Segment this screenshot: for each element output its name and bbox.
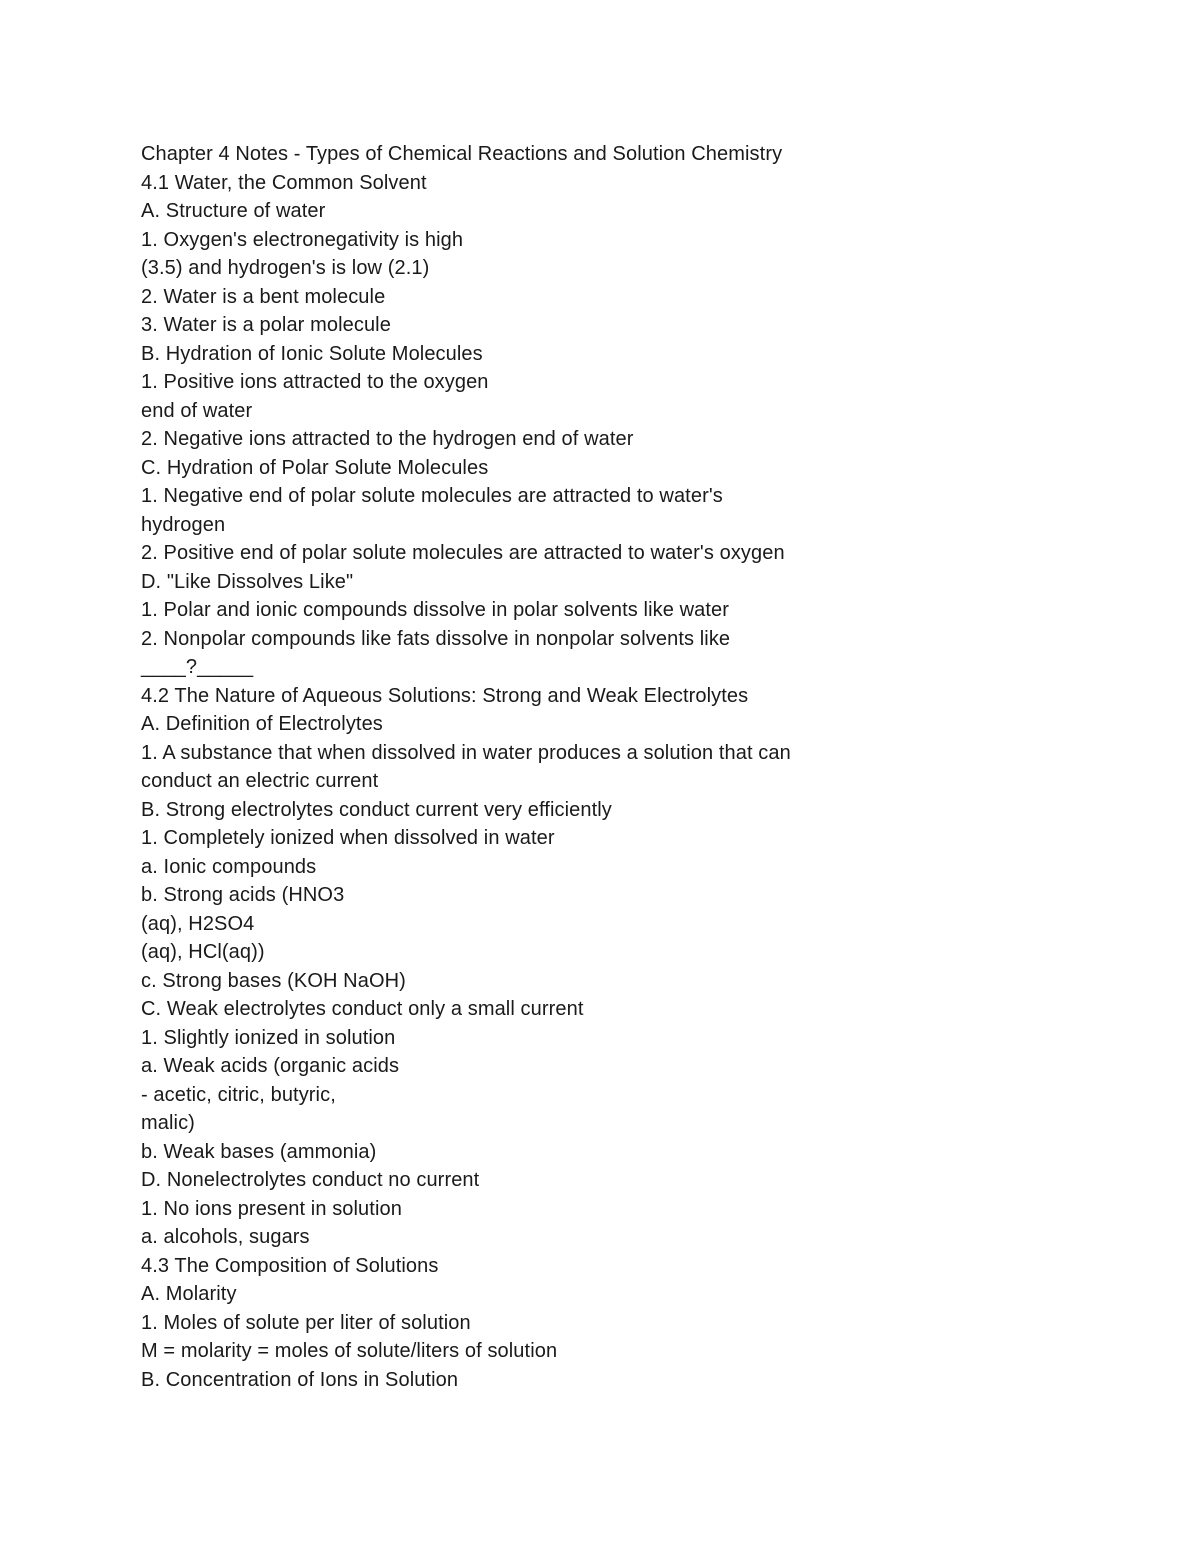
note-line: b. Strong acids (HNO3 bbox=[141, 884, 345, 906]
note-line: (aq), H2SO4 bbox=[141, 912, 255, 935]
subsection-heading: A. Definition of Electrolytes bbox=[141, 713, 383, 735]
note-line: 1. Negative end of polar solute molecules are attracted to water's bbox=[141, 485, 723, 507]
note-line: - acetic, citric, butyric, bbox=[141, 1083, 336, 1106]
note-line: 3. Water is a polar molecule bbox=[141, 314, 391, 336]
note-line: M = molarity = moles of solute/liters of solution bbox=[141, 1340, 558, 1362]
subsection-heading: A. Structure of water bbox=[141, 200, 326, 222]
note-line: 1. Moles of solute per liter of solution bbox=[141, 1311, 471, 1334]
note-line: ____?_____ bbox=[141, 656, 254, 678]
section-heading: 4.3 The Composition of Solutions bbox=[141, 1254, 439, 1277]
note-line: 2. Negative ions attracted to the hydrogen end of water bbox=[141, 428, 634, 450]
note-line: malic) bbox=[141, 1112, 195, 1134]
section-heading: 4.2 The Nature of Aqueous Solutions: Strong and Weak Electrolytes bbox=[141, 684, 749, 707]
note-line: conduct an electric current bbox=[141, 770, 379, 792]
note-line: 1. Polar and ionic compounds dissolve in polar solvents like water bbox=[141, 599, 730, 621]
subsection-heading: C. Hydration of Polar Solute Molecules bbox=[141, 456, 489, 479]
subsection-heading: B. Concentration of Ions in Solution bbox=[141, 1368, 459, 1391]
subsection-heading: B. Hydration of Ionic Solute Molecules bbox=[141, 342, 483, 365]
section-heading: 4.1 Water, the Common Solvent bbox=[141, 171, 427, 194]
note-line: 1. Slightly ionized in solution bbox=[141, 1026, 396, 1049]
note-line: a. Weak acids (organic acids bbox=[141, 1055, 400, 1077]
note-line: c. Strong bases (KOH NaOH) bbox=[141, 969, 406, 992]
note-line: 1. Completely ionized when dissolved in water bbox=[141, 827, 555, 849]
note-line: b. Weak bases (ammonia) bbox=[141, 1140, 377, 1163]
subsection-heading: C. Weak electrolytes conduct only a small current bbox=[141, 998, 584, 1020]
note-line: (aq), HCl(aq)) bbox=[141, 941, 265, 963]
subsection-heading: D. "Like Dissolves Like" bbox=[141, 570, 354, 593]
note-line: 2. Positive end of polar solute molecules are attracted to water's oxygen bbox=[141, 542, 785, 564]
notes-body bbox=[141, 140, 1081, 1394]
note-line: 2. Water is a bent molecule bbox=[141, 285, 386, 308]
note-line: (3.5) and hydrogen's is low (2.1) bbox=[141, 257, 430, 279]
note-line: a. alcohols, sugars bbox=[141, 1226, 310, 1248]
document-title: Chapter 4 Notes - Types of Chemical Reactions and Solution Chemistry bbox=[141, 143, 783, 165]
note-line: hydrogen bbox=[141, 513, 226, 536]
note-line: 2. Nonpolar compounds like fats dissolve in nonpolar solvents like bbox=[141, 627, 731, 650]
note-line: end of water bbox=[141, 399, 253, 422]
subsection-heading: D. Nonelectrolytes conduct no current bbox=[141, 1169, 480, 1191]
subsection-heading: A. Molarity bbox=[141, 1283, 237, 1305]
note-line: 1. Positive ions attracted to the oxygen bbox=[141, 371, 489, 393]
note-line: 1. A substance that when dissolved in water produces a solution that can bbox=[141, 741, 791, 764]
note-line: 1. Oxygen's electronegativity is high bbox=[141, 228, 464, 251]
note-line: 1. No ions present in solution bbox=[141, 1197, 402, 1220]
subsection-heading: B. Strong electrolytes conduct current very efficiently bbox=[141, 798, 612, 821]
note-line: a. Ionic compounds bbox=[141, 855, 317, 878]
